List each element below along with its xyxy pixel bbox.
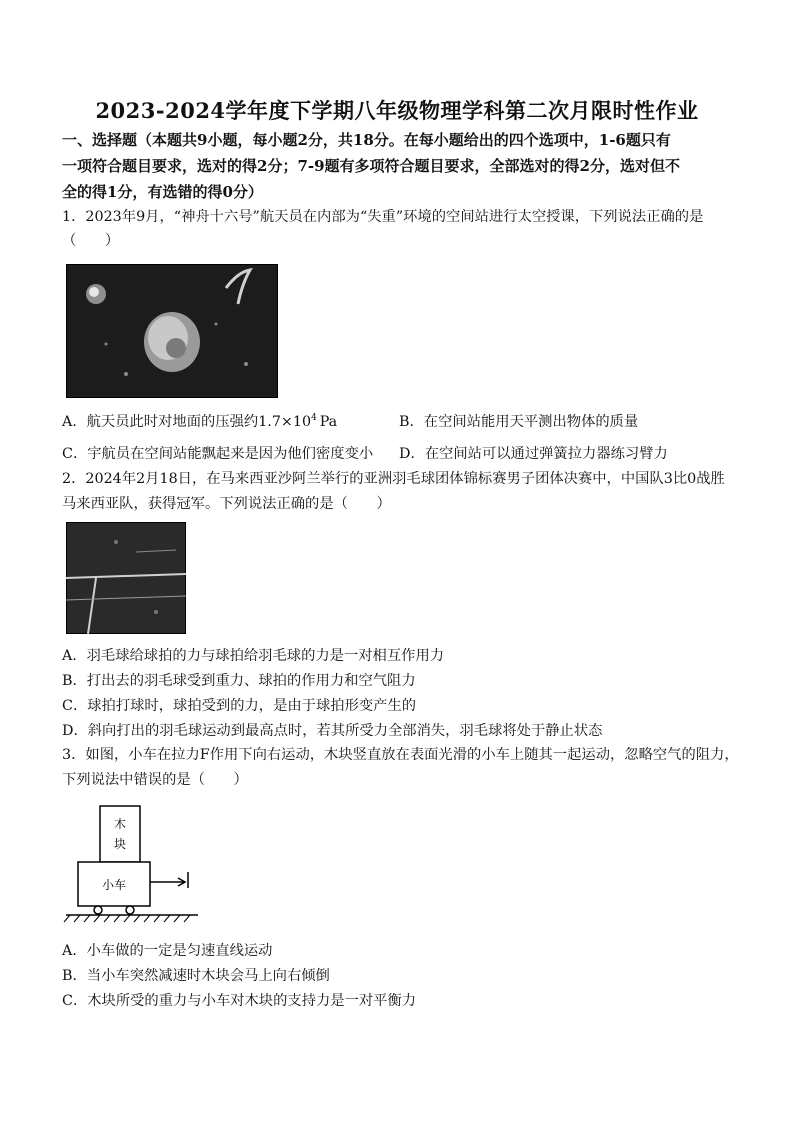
q1-option-b: B．在空间站能用天平测出物体的质量 xyxy=(399,414,639,430)
section-instruction-line-3: 全的得1分，有选错的得0分） xyxy=(62,183,263,201)
q3-stem-line-1: 3．如图，小车在拉力F作用下向右运动，木块竖直放在表面光滑的小车上随其一起运动，忽略空气的阻力， xyxy=(62,747,739,763)
q1-option-a: A．航天员此时对地面的压强约$1.7\times 10^4$ Pa xyxy=(62,413,338,430)
page-title: 2023-2024学年度下学期八年级物理学科第二次月限时性作业 xyxy=(95,98,699,123)
block-label-2: 块 xyxy=(113,837,127,851)
q1-option-d: D．在空间站可以通过弹簧拉力器练习臂力 xyxy=(399,446,668,462)
q2-option-c: C．球拍打球时，球拍受到的力，是由于球拍形变产生的 xyxy=(62,698,417,714)
q1-option-c: C．宇航员在空间站能飘起来是因为他们密度变小 xyxy=(62,446,374,462)
cart-label: 小车 xyxy=(101,878,127,892)
q3-stem-line-2: 下列说法中错误的是（ ） xyxy=(62,772,248,788)
q1-space-station-photo xyxy=(66,264,278,398)
section-instruction-line-2: 一项符合题目要求，选对的得2分；7-9题有多项符合题目要求，全部选对的得2分，选对但不 xyxy=(62,157,680,175)
q1-stem-line-2: （ ） xyxy=(62,233,120,249)
wood-block xyxy=(100,806,140,862)
q3-cart-diagram xyxy=(62,802,202,926)
q3-option-b: B．当小车突然减速时木块会马上向右倾倒 xyxy=(62,968,330,984)
cart-wheel-right xyxy=(126,906,134,914)
q2-badminton-photo xyxy=(66,522,186,634)
q2-stem-line-1: 2．2024年2月18日，在马来西亚沙阿兰举行的亚洲羽毛球团体锦标赛男子团体决赛中，中国队3比0战胜 xyxy=(62,471,725,487)
q2-option-a: A．羽毛球给球拍的力与球拍给羽毛球的力是一对相互作用力 xyxy=(62,648,445,664)
cart-wheel-left xyxy=(94,906,102,914)
q3-option-a: A．小车做的一定是匀速直线运动 xyxy=(62,943,273,959)
q3-option-c: C．木块所受的重力与小车对木块的支持力是一对平衡力 xyxy=(62,993,417,1009)
section-instruction-line-1: 一、选择题（本题共9小题，每小题2分，共18分。在每小题给出的四个选项中，1-6题只有 xyxy=(62,131,671,149)
q2-option-b: B．打出去的羽毛球受到重力、球拍的作用力和空气阻力 xyxy=(62,673,416,689)
q1-stem-line-1: 1．2023年9月，“神舟十六号”航天员在内部为“失重”环境的空间站进行太空授课，下列说法正确的是 xyxy=(62,209,704,225)
q2-option-d: D．斜向打出的羽毛球运动到最高点时，若其所受力全部消失，羽毛球将处于静止状态 xyxy=(62,723,603,739)
block-label-1: 木 xyxy=(113,817,127,831)
q2-stem-line-2: 马来西亚队，获得冠军。下列说法正确的是（ ） xyxy=(62,496,391,512)
